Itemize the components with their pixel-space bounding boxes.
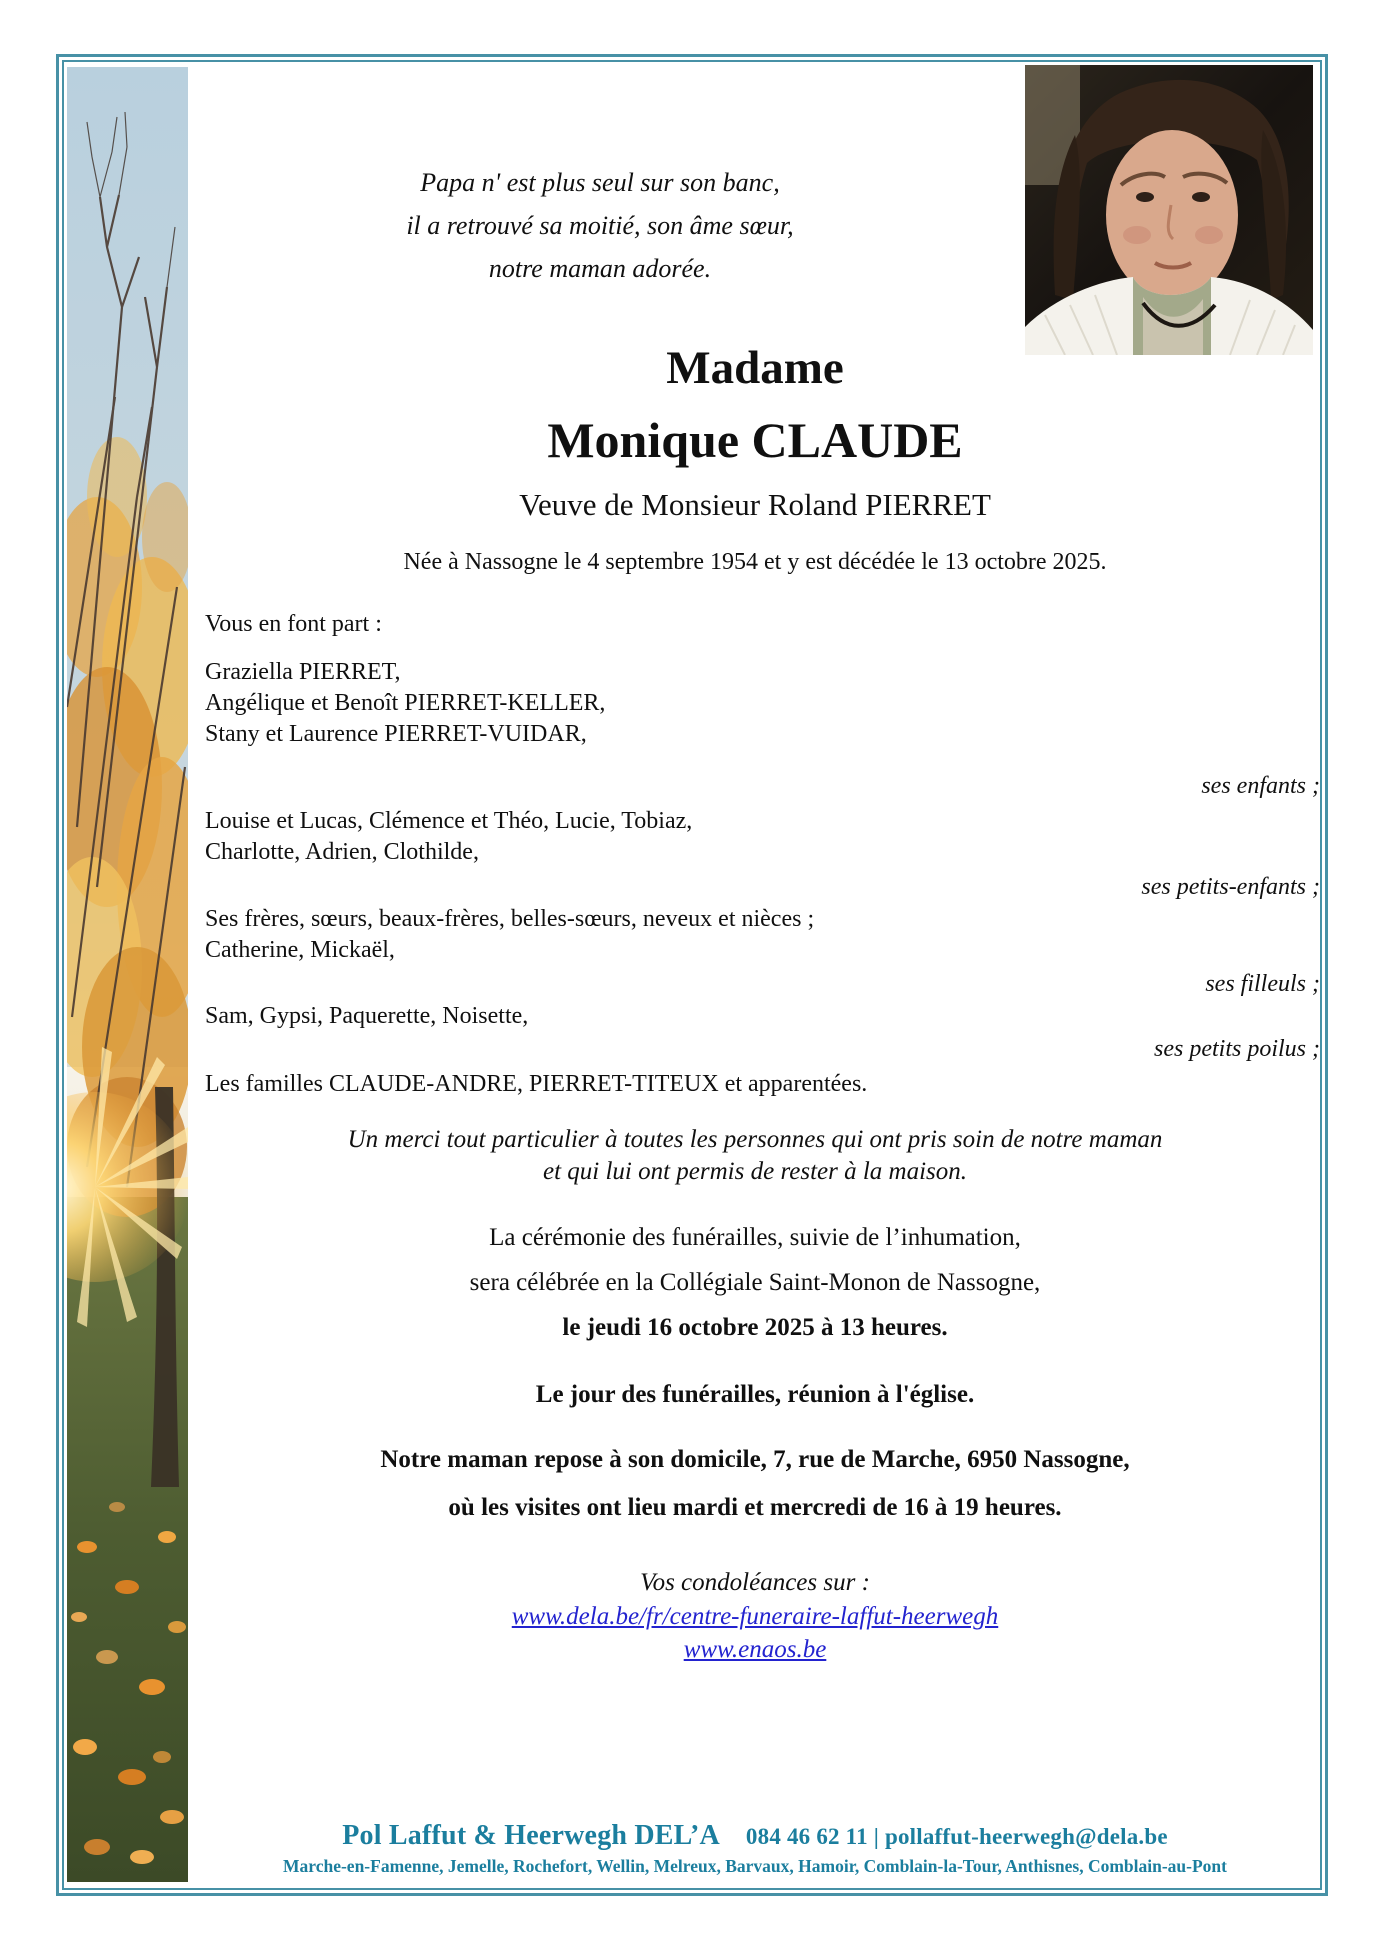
ceremony-date: le jeudi 16 octobre 2025 à 13 heures. bbox=[562, 1314, 948, 1341]
condolences-link-row bbox=[190, 1636, 1320, 1665]
deceased-portrait-image bbox=[1025, 65, 1313, 355]
funeral-home-phone: 084 46 62 11 bbox=[745, 1824, 868, 1849]
ceremony-line-2: sera célébrée en la Collégiale Saint-Monon de Nassogne, bbox=[469, 1269, 1041, 1296]
thanks-line-2: et qui lui ont permis de rester à la maison. bbox=[542, 1158, 968, 1185]
family-line: Louise et Lucas, Clémence et Théo, Lucie, Tobiaz, bbox=[205, 808, 693, 834]
family-line: Catherine, Mickaël, bbox=[205, 937, 395, 963]
condolences-link-enaos[interactable]: www.enaos.be bbox=[683, 1636, 827, 1663]
condolences-link-dela[interactable]: www.dela.be/fr/centre-funeraire-laffut-heerwegh bbox=[511, 1603, 999, 1630]
family-line-families: Les familles CLAUDE-ANDRE, PIERRET-TITEUX et apparentées. bbox=[205, 1071, 868, 1097]
thanks-line-1: Un merci tout particulier à toutes les personnes qui ont pris soin de notre maman bbox=[347, 1126, 1163, 1153]
portrait-photo bbox=[1025, 65, 1313, 355]
relation-label-pets: ses petits poilus ; bbox=[1154, 1036, 1320, 1062]
life-dates: Née à Nassogne le 4 septembre 1954 et y est décédée le 13 octobre 2025. bbox=[403, 549, 1107, 575]
funeral-home-brand-mark: DEL’A bbox=[634, 1820, 720, 1851]
deceased-title: Madame bbox=[666, 342, 844, 394]
opening-quote-line-2: il a retrouvé sa moitié, son âme sœur, bbox=[406, 211, 794, 240]
autumn-photo-strip bbox=[67, 67, 188, 1882]
funeral-home-email: pollaffut-heerwegh@dela.be bbox=[884, 1824, 1168, 1849]
deceased-subtitle: Veuve de Monsieur Roland PIERRET bbox=[519, 487, 991, 522]
condolences-label: Vos condoléances sur : bbox=[640, 1569, 870, 1596]
relation-label-godchildren: ses filleuls ; bbox=[1205, 971, 1320, 997]
ceremony-meeting: Le jour des funérailles, réunion à l'église. bbox=[535, 1381, 975, 1408]
family-line: Angélique et Benoît PIERRET-KELLER, bbox=[205, 690, 606, 716]
family-line: Graziella PIERRET, bbox=[205, 659, 401, 685]
opening-quote-line-1: Papa n' est plus seul sur son banc, bbox=[420, 168, 780, 197]
repose-address: Notre maman repose à son domicile, 7, rue de Marche, 6950 Nassogne, bbox=[380, 1446, 1130, 1473]
ceremony-line-1: La cérémonie des funérailles, suivie de l’inhumation, bbox=[489, 1224, 1021, 1251]
announcement-intro: Vous en font part : bbox=[205, 611, 382, 637]
autumn-trees-image bbox=[67, 67, 188, 1882]
family-line: Stany et Laurence PIERRET-VUIDAR, bbox=[205, 721, 587, 747]
deceased-name: Monique CLAUDE bbox=[547, 412, 963, 468]
relation-label-grandchildren: ses petits-enfants ; bbox=[1141, 874, 1320, 900]
footer-separator: | bbox=[873, 1824, 880, 1849]
funeral-home-cities: Marche-en-Famenne, Jemelle, Rochefort, Wellin, Melreux, Barvaux, Hamoir, Comblain-la-Tour, Anthisnes, Comblain-au-Pont bbox=[282, 1856, 1227, 1876]
relation-label-children: ses enfants ; bbox=[1201, 773, 1320, 799]
family-line: Sam, Gypsi, Paquerette, Noisette, bbox=[205, 1003, 529, 1029]
family-line: Charlotte, Adrien, Clothilde, bbox=[205, 839, 479, 865]
funeral-home-header bbox=[190, 1820, 1320, 1852]
opening-quote-line-3: notre maman adorée. bbox=[488, 254, 712, 283]
funeral-home-brand: Pol Laffut & Heerwegh bbox=[342, 1820, 628, 1851]
family-line: Ses frères, sœurs, beaux-frères, belles-sœurs, neveux et nièces ; bbox=[205, 906, 815, 932]
condolences-link-row bbox=[190, 1603, 1320, 1632]
visit-hours: où les visites ont lieu mardi et mercredi de 16 à 19 heures. bbox=[448, 1494, 1062, 1521]
